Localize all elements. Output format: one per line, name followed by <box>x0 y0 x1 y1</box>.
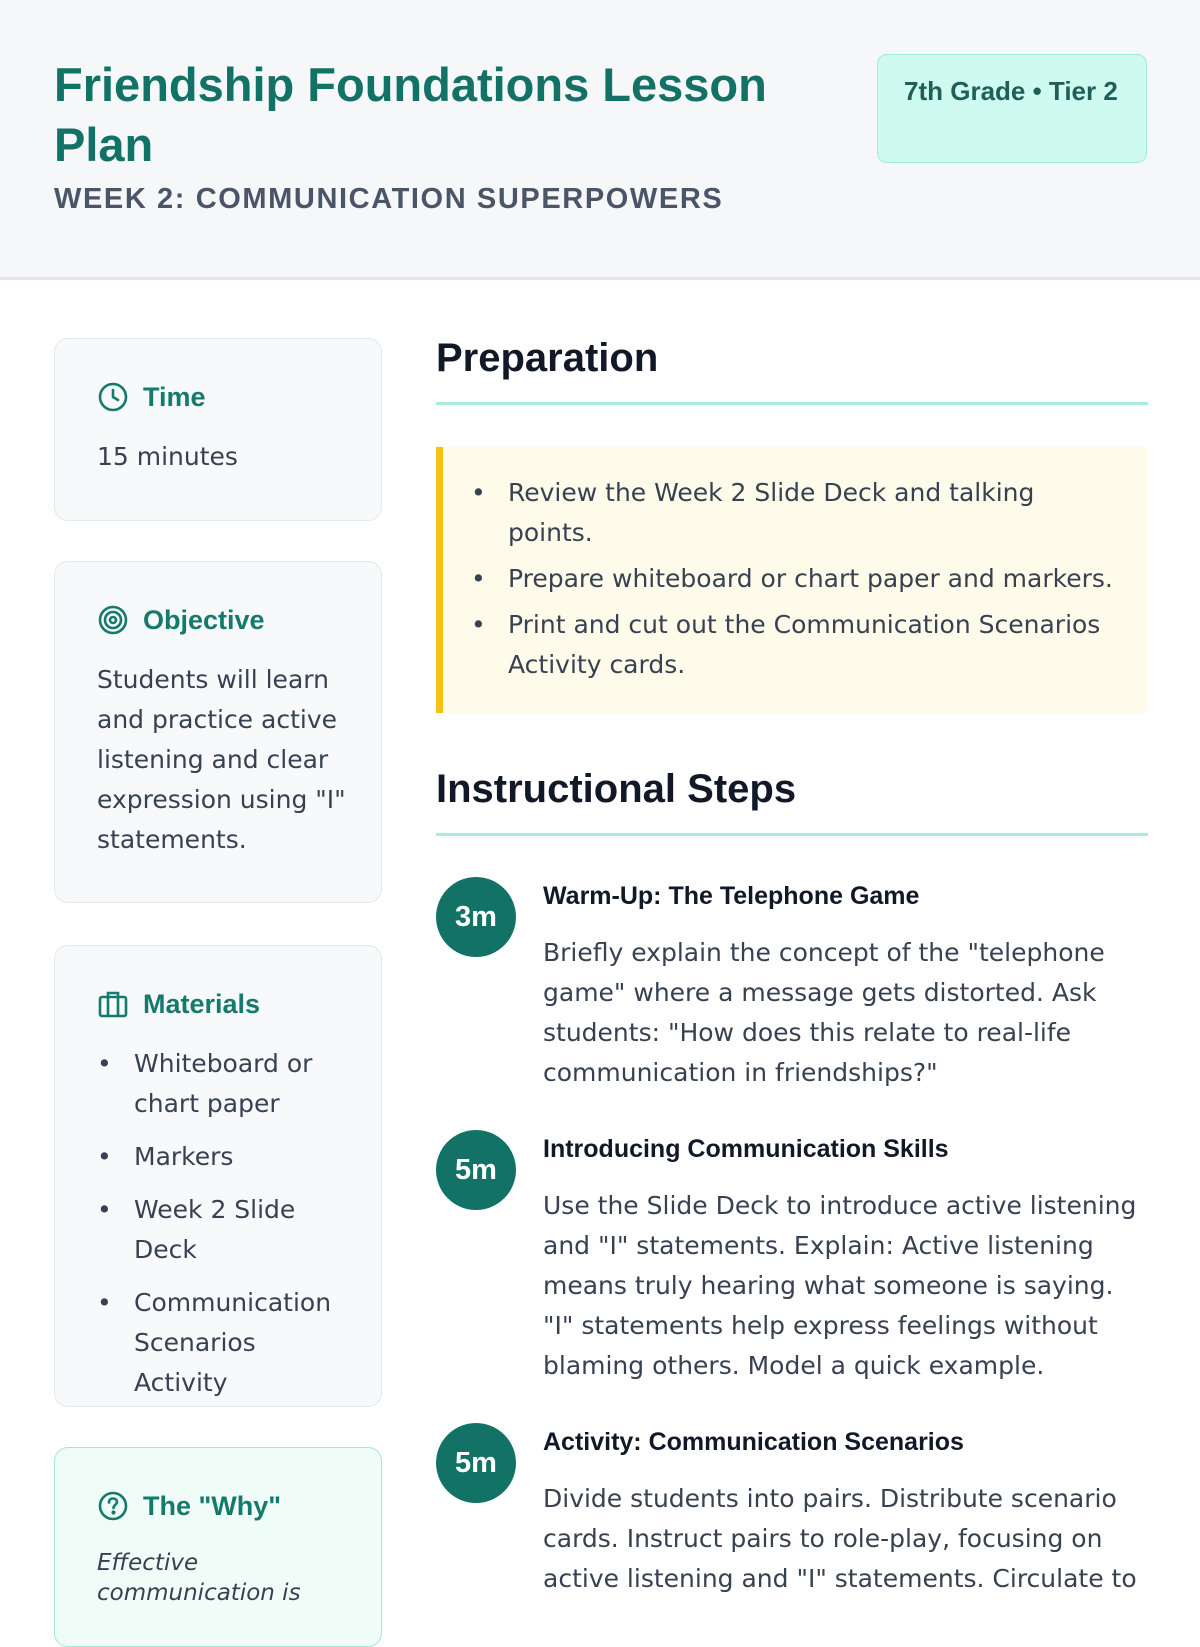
step-description: Use the Slide Deck to introduce active listening and "I" statements. Explain: Active listening means truly hearing what someone is saying. "I" statements help express feelings without blaming others. Model a quick example. <box>543 1191 1137 1380</box>
objective-card <box>54 561 382 903</box>
step-description: Divide students into pairs. Distribute scenario cards. Instruct pairs to role-play, focusing on active listening and "I" statements. Circulate to <box>543 1484 1137 1593</box>
time-card <box>54 338 382 521</box>
instructional-steps-heading: Instructional Steps <box>436 767 1148 836</box>
page-subtitle: WEEK 2: COMMUNICATION SUPERPOWERS <box>54 183 724 215</box>
preparation-list <box>471 473 1118 685</box>
step-item <box>436 1130 1148 1390</box>
objective-text: Students will learn and practice active listening and clear expression using "I" statements. <box>97 665 346 854</box>
materials-item: • Week 2 Slide Deck <box>97 1190 349 1270</box>
question-circle-icon <box>97 1490 129 1522</box>
materials-label: Materials <box>143 988 261 1019</box>
preparation-box <box>436 447 1148 713</box>
preparation-heading: Preparation <box>436 336 1148 405</box>
time-label: Time <box>143 381 206 412</box>
step-duration-badge: 5m <box>436 1423 516 1503</box>
step-title: Warm-Up: The Telephone Game <box>543 882 920 910</box>
step-title: Activity: Communication Scenarios <box>543 1428 964 1456</box>
materials-item: • Whiteboard or chart paper <box>97 1044 349 1124</box>
preparation-item: • Review the Week 2 Slide Deck and talking points. <box>471 473 1118 553</box>
materials-card-header <box>97 988 260 1020</box>
why-card <box>54 1447 382 1647</box>
objective-card-header <box>97 604 265 636</box>
step-duration-badge: 3m <box>436 877 516 957</box>
materials-card <box>54 945 382 1407</box>
clock-icon <box>97 381 129 413</box>
step-item <box>436 877 1148 1097</box>
preparation-item: • Prepare whiteboard or chart paper and markers. <box>471 559 1118 599</box>
step-title: Introducing Communication Skills <box>543 1135 949 1163</box>
time-value: 15 minutes <box>97 442 238 471</box>
why-label: The "Why" <box>143 1490 282 1521</box>
materials-list <box>97 1044 349 1403</box>
materials-list-wrapper <box>97 1044 349 1416</box>
materials-item: • Communication Scenarios Activity <box>97 1283 349 1403</box>
step-item <box>436 1423 1148 1600</box>
why-card-header <box>97 1490 281 1522</box>
preparation-item: • Print and cut out the Communication Scenarios Activity cards. <box>471 605 1118 685</box>
lesson-header <box>0 0 1200 280</box>
materials-item: • Markers <box>97 1137 349 1177</box>
page-title: Friendship Foundations Lesson Plan <box>54 58 767 171</box>
time-card-header <box>97 381 206 413</box>
step-duration-badge: 5m <box>436 1130 516 1210</box>
objective-label: Objective <box>143 604 265 635</box>
step-description: Briefly explain the concept of the "telephone game" where a message gets distorted. Ask students: "How does this relate to real-life communication in friendships?" <box>543 938 1105 1087</box>
briefcase-icon <box>97 988 129 1020</box>
target-icon <box>97 604 129 636</box>
grade-tier-badge: 7th Grade • Tier 2 <box>877 54 1147 163</box>
why-text: Effective communication is <box>97 1550 301 1606</box>
